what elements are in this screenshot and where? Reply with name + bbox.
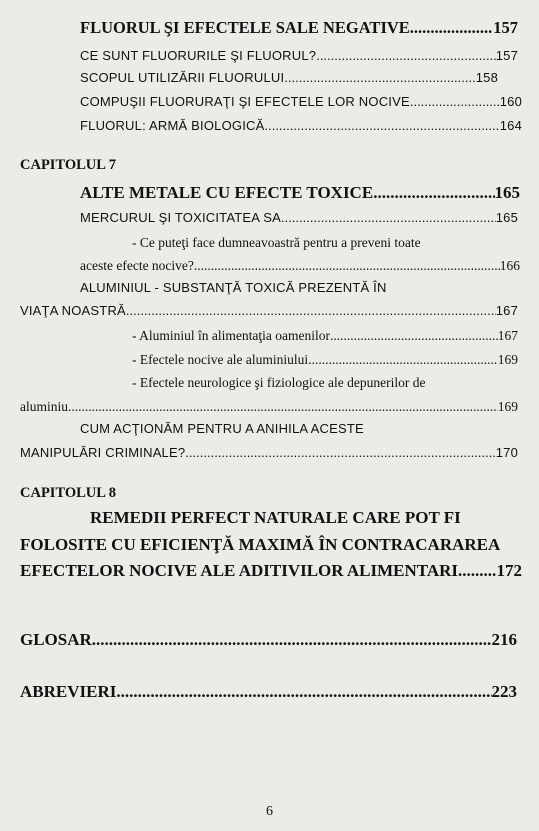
dot-leader bbox=[410, 95, 500, 108]
toc-entry-title: aceste efecte nocive? bbox=[80, 258, 194, 273]
toc-entry-title: CE SUNT FLUORURILE ŞI FLUORUL? bbox=[80, 48, 317, 63]
toc-entry-page: 157 bbox=[495, 48, 518, 63]
toc-entry-page: 172 bbox=[496, 561, 522, 580]
toc-entry-mercurul[interactable] bbox=[80, 211, 518, 224]
toc-entry-title: MERCURUL ŞI TOXICITATEA SA bbox=[80, 210, 281, 225]
dot-leader bbox=[264, 119, 499, 132]
dot-leader bbox=[126, 304, 496, 317]
dot-leader bbox=[284, 71, 475, 84]
toc-entry-title: ALTE METALE CU EFECTE TOXICE bbox=[80, 183, 374, 202]
page-number: 6 bbox=[266, 804, 273, 819]
toc-entry-page: 158 bbox=[475, 70, 498, 85]
toc-entry-compusii[interactable] bbox=[80, 95, 522, 108]
toc-entry-title: - Efectele nocive ale aluminiului bbox=[132, 352, 309, 367]
toc-entry-chapter-8-title[interactable] bbox=[20, 562, 522, 579]
dot-leader bbox=[68, 400, 498, 414]
toc-entry-title: - Aluminiul în alimentaţia oamenilor bbox=[132, 328, 330, 343]
dot-leader bbox=[281, 211, 496, 224]
toc-entry-aluminiul-line1: ALUMINIUL - SUBSTANŢĂ TOXICĂ PREZENTĂ ÎN bbox=[80, 280, 387, 295]
toc-entry-title: GLOSAR bbox=[20, 630, 92, 649]
toc-entry-chapter-7-title[interactable] bbox=[80, 184, 520, 201]
toc-entry-page: 167 bbox=[495, 303, 518, 318]
toc-entry-title: FLUORUL: ARMĂ BIOLOGICĂ bbox=[80, 118, 265, 133]
dot-leader bbox=[308, 353, 498, 367]
toc-entry-title: ABREVIERI bbox=[20, 682, 117, 701]
chapter-7-label: CAPITOLUL 7 bbox=[20, 157, 117, 173]
toc-entry-page: 223 bbox=[491, 682, 517, 701]
chapter-8-label: CAPITOLUL 8 bbox=[20, 485, 117, 501]
toc-subentry-efectele-nocive[interactable] bbox=[132, 353, 518, 367]
dot-leader bbox=[458, 562, 497, 579]
toc-entry-title: COMPUŞII FLUORURAŢI ŞI EFECTELE LOR NOCIVE bbox=[80, 94, 410, 109]
toc-entry-page: 167 bbox=[497, 328, 518, 343]
dot-leader bbox=[185, 446, 495, 459]
toc-subentry-alimentatia[interactable] bbox=[132, 329, 518, 343]
dot-leader bbox=[373, 184, 494, 201]
dot-leader bbox=[330, 329, 498, 343]
dot-leader bbox=[92, 631, 492, 648]
toc-entry-title: SCOPUL UTILIZĂRII FLUORULUI bbox=[80, 70, 285, 85]
toc-subentry-neuro[interactable] bbox=[20, 400, 518, 414]
toc-entry-page: 169 bbox=[497, 352, 518, 367]
chapter-8-title-line2: FOLOSITE CU EFICIENŢĂ MAXIMĂ ÎN CONTRACARAREA bbox=[20, 535, 501, 554]
toc-entry-title: MANIPULĂRI CRIMINALE? bbox=[20, 445, 186, 460]
toc-entry-arma-biologica[interactable] bbox=[80, 119, 522, 132]
toc-entry-glosar[interactable] bbox=[20, 631, 517, 648]
toc-entry-fluorul-heading[interactable] bbox=[80, 20, 518, 37]
chapter-8-title-line1: REMEDII PERFECT NATURALE CARE POT FI bbox=[90, 508, 461, 527]
toc-entry-aluminiul[interactable] bbox=[20, 304, 518, 317]
toc-entry-page: 166 bbox=[499, 258, 520, 273]
toc-entry-title: aluminiu bbox=[20, 399, 68, 414]
toc-entry-fluoruri[interactable] bbox=[80, 49, 518, 62]
toc-entry-page: 160 bbox=[499, 94, 522, 109]
toc-entry-title: VIAŢA NOASTRĂ bbox=[20, 303, 126, 318]
toc-entry-page: 169 bbox=[497, 399, 518, 414]
dot-leader bbox=[316, 49, 496, 62]
dot-leader bbox=[194, 259, 500, 273]
toc-entry-cum-actionam-line1: CUM ACŢIONĂM PENTRU A ANIHILA ACESTE bbox=[80, 421, 364, 436]
toc-entry-page: 170 bbox=[495, 445, 518, 460]
toc-entry-title: EFECTELOR NOCIVE ALE ADITIVILOR ALIMENTARI bbox=[20, 561, 458, 580]
toc-entry-page: 165 bbox=[494, 183, 520, 202]
toc-entry-page: 164 bbox=[499, 118, 522, 133]
toc-entry-page: 216 bbox=[491, 630, 517, 649]
toc-entry-page: 157 bbox=[493, 18, 518, 37]
toc-entry-title: FLUORUL ŞI EFECTELE SALE NEGATIVE bbox=[80, 18, 410, 37]
dot-leader bbox=[116, 683, 491, 700]
dot-leader bbox=[410, 20, 493, 37]
toc-subentry-neuro-line1: - Efectele neurologice şi fiziologice ale depunerilor de bbox=[132, 375, 426, 390]
toc-entry-abrevieri[interactable] bbox=[20, 683, 517, 700]
toc-subentry-prevent[interactable] bbox=[80, 259, 520, 273]
toc-subentry-prevent-line1: - Ce puteţi face dumneavoastră pentru a preveni toate bbox=[132, 235, 421, 250]
toc-entry-page: 165 bbox=[495, 210, 518, 225]
toc-entry-scopul[interactable] bbox=[80, 71, 498, 84]
toc-entry-cum-actionam[interactable] bbox=[20, 446, 518, 459]
